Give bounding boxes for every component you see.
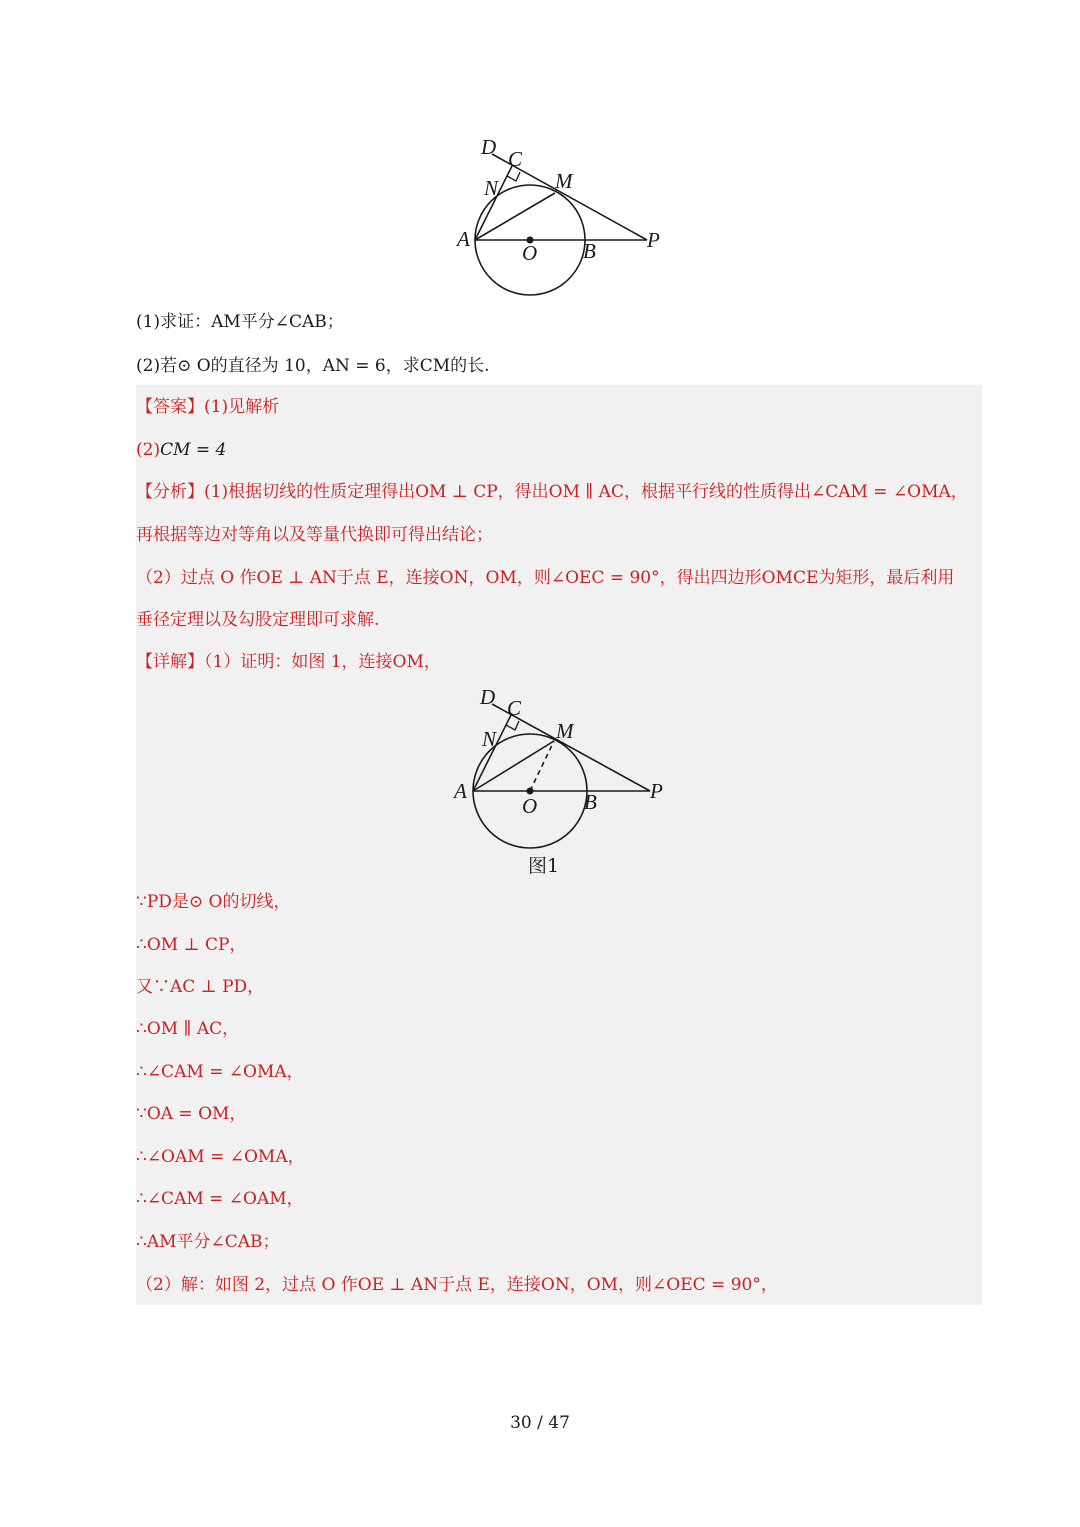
- proof-step: ∴∠CAM = ∠OAM，: [136, 1189, 304, 1209]
- proof-step: ∴AM平分∠CAB；: [136, 1232, 280, 1252]
- label-a: A: [454, 779, 467, 803]
- proof-step: ∴OM ∥ AC，: [136, 1019, 240, 1039]
- geometry-figure-1: [440, 680, 680, 855]
- proof-step: ∵OA = OM，: [136, 1104, 247, 1124]
- analysis-text-1: (1)根据切线的性质定理得出OM ⊥ CP，得出OM ∥ AC，根据平行线的性质得出∠CAM = ∠OMA，: [204, 482, 968, 502]
- geometry-figure-top: [440, 130, 680, 305]
- analysis-line-4: 垂径定理以及勾股定理即可求解.: [136, 610, 380, 630]
- circle-tangent-diagram: [440, 130, 680, 305]
- analysis-label: 【分析】: [136, 482, 204, 502]
- label-n: N: [482, 727, 497, 751]
- label-b: B: [584, 790, 597, 814]
- proof-step: ∴∠CAM = ∠OMA，: [136, 1062, 304, 1082]
- solution-part-2-line: （2）解：如图 2，过点 O 作OE ⊥ AN于点 E，连接ON，OM，则∠OEC = 90°，: [136, 1275, 778, 1295]
- label-o: O: [522, 241, 538, 265]
- question-part-1: (1)求证：AM平分∠CAB；: [136, 312, 344, 332]
- circle-tangent-diagram-1: [440, 680, 680, 855]
- detail-label: 【详解】: [136, 652, 204, 672]
- label-d: D: [481, 135, 497, 159]
- page-indicator: 30 / 47: [510, 1413, 570, 1433]
- answer-line-2: [136, 438, 226, 462]
- label-n: N: [484, 176, 499, 200]
- label-d: D: [480, 685, 496, 709]
- label-o: O: [522, 794, 538, 818]
- answer-part-2-prefix: (2): [136, 440, 161, 460]
- detail-intro: （1）证明：如图 1，连接OM，: [204, 652, 441, 672]
- answer-label: 【答案】: [136, 397, 204, 417]
- label-c: C: [508, 147, 523, 171]
- label-m: M: [555, 169, 573, 193]
- proof-step: ∵PD是⊙ O的切线，: [136, 892, 291, 912]
- answer-part-2: CM = 4: [160, 440, 227, 460]
- label-p: P: [650, 779, 663, 803]
- answer-line-1: [136, 395, 279, 419]
- label-p: P: [647, 228, 660, 252]
- analysis-line-2: 再根据等边对等角以及等量代换即可得出结论；: [136, 525, 493, 545]
- label-m: M: [556, 719, 574, 743]
- label-a: A: [457, 227, 470, 251]
- question-part-2: (2)若⊙ O的直径为 10，AN = 6，求CM的长.: [136, 356, 490, 376]
- proof-step: ∴∠OAM = ∠OMA，: [136, 1147, 305, 1167]
- label-b: B: [583, 239, 596, 263]
- analysis-line-1: [136, 480, 968, 504]
- analysis-line-3: （2）过点 O 作OE ⊥ AN于点 E，连接ON，OM，则∠OEC = 90°，得出四边形OMCE为矩形，最后利用: [136, 568, 955, 588]
- proof-step: ∴OM ⊥ CP，: [136, 935, 247, 955]
- proof-step: 又∵AC ⊥ PD，: [136, 977, 265, 997]
- figure-1-caption: 图1: [528, 855, 560, 877]
- detail-intro-line: [136, 650, 441, 674]
- answer-part-1: (1)见解析: [204, 397, 280, 417]
- label-c: C: [507, 696, 522, 720]
